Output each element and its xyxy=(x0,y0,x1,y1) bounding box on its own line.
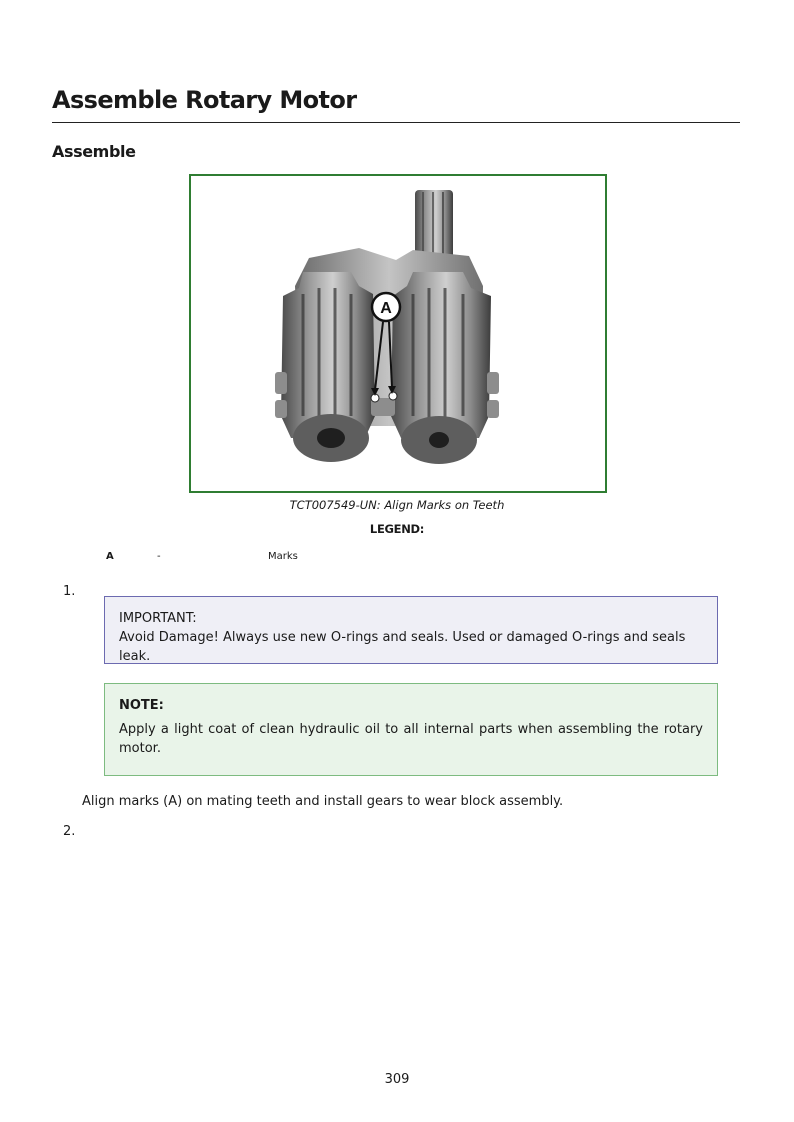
page-number: 309 xyxy=(384,1072,410,1087)
legend-key: A xyxy=(106,551,114,562)
note-heading: NOTE: xyxy=(119,698,164,713)
important-body: Avoid Damage! Always use new O-rings and seals. Used or damaged O-rings and seals leak. xyxy=(119,630,686,664)
important-heading: IMPORTANT: xyxy=(119,611,197,626)
note-callout xyxy=(104,683,718,776)
page-title: Assemble Rotary Motor xyxy=(52,86,357,114)
title-divider xyxy=(52,122,740,123)
legend-description: Marks xyxy=(268,551,298,562)
step-number: 1. xyxy=(63,584,76,599)
step-number: 2. xyxy=(63,824,76,839)
legend-heading: LEGEND: xyxy=(369,522,425,536)
figure-caption: TCT007549-UN: Align Marks on Teeth xyxy=(289,498,505,512)
step-instruction: Align marks (A) on mating teeth and install gears to wear block assembly. xyxy=(82,794,564,809)
note-body: Apply a light coat of clean hydraulic oil to all internal parts when assembling the rotary motor. xyxy=(119,722,703,756)
figure-frame xyxy=(189,174,607,493)
gear-assembly-photo xyxy=(191,176,605,491)
section-heading: Assemble xyxy=(52,142,136,161)
callout-a-label: A xyxy=(380,300,392,317)
important-callout xyxy=(104,596,718,664)
legend-separator: - xyxy=(157,551,161,562)
